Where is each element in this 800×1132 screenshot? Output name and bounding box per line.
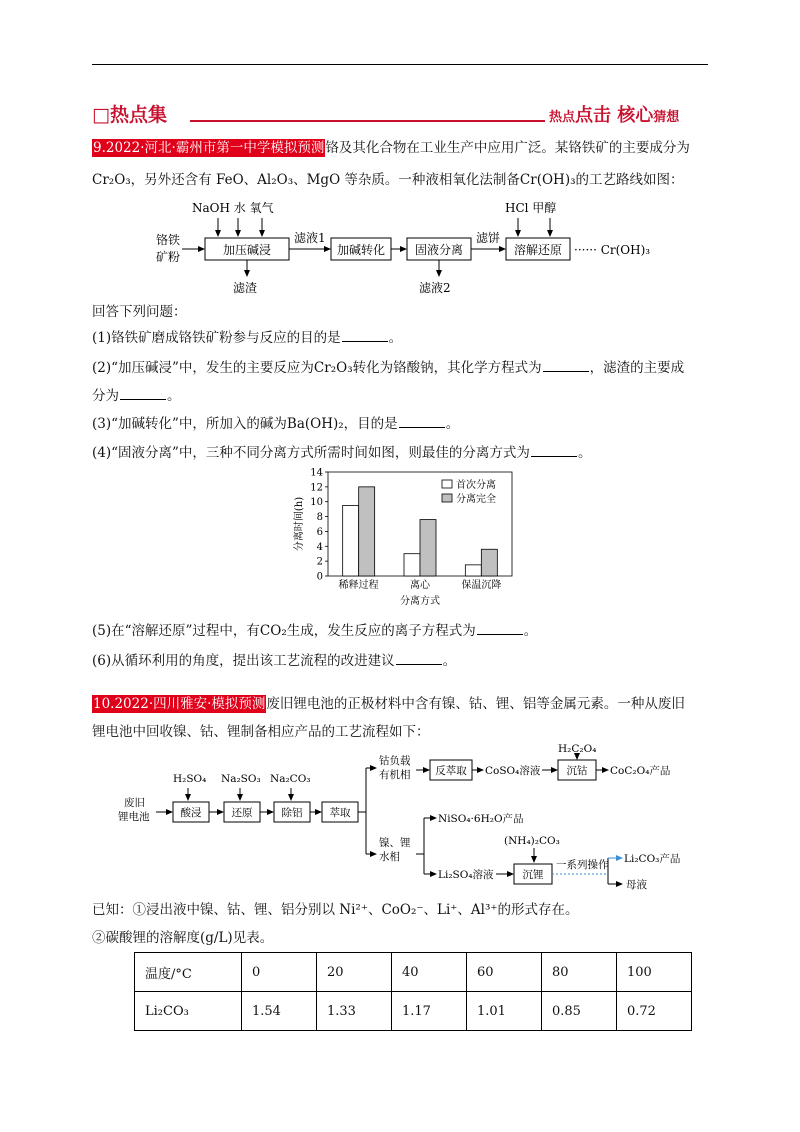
q9-filtrate1: 滤液1	[294, 231, 326, 245]
svg-text:有机相: 有机相	[379, 769, 411, 781]
y-tick-label: 14	[310, 467, 323, 479]
svg-text:钴负载: 钴负载	[379, 755, 411, 767]
q9-intro-a: 铬及其化合物在工业生产中应用广泛。某铬铁矿的主要成分为	[325, 140, 690, 156]
q9-residue2: 滤液2	[419, 281, 451, 295]
svg-text:Li₂SO₄溶液: Li₂SO₄溶液	[438, 869, 494, 881]
svg-text:还原: 还原	[231, 807, 253, 819]
header-slogan	[549, 101, 679, 127]
slogan-a: 热点	[549, 110, 576, 125]
q9-sub4: (4)“固液分离”中，三种不同分离方式所需时间如图，则最佳的分离方式为 。	[92, 445, 592, 461]
q10-raw-a: 废旧	[124, 797, 145, 809]
legend-label: 首次分离	[456, 480, 496, 491]
answer-blank[interactable]	[531, 444, 577, 457]
svg-text:沉锂: 沉锂	[522, 869, 544, 881]
svg-text:水相: 水相	[379, 851, 400, 863]
slogan-b: 点击 核心	[575, 105, 654, 126]
svg-text:溶解还原: 溶解还原	[513, 243, 563, 257]
svg-text:酸浸: 酸浸	[180, 807, 202, 819]
svg-text:固液分离: 固液分离	[414, 243, 464, 257]
top-rule	[92, 64, 708, 65]
legend-label: 分离完全	[456, 494, 496, 505]
q9-raw-b: 矿粉	[156, 250, 181, 264]
svg-text:除铝: 除铝	[281, 807, 303, 819]
svg-text:Na₂CO₃: Na₂CO₃	[270, 773, 311, 785]
q9-source-tag: 9.2022·河北·霸州市第一中学模拟预测	[93, 140, 325, 156]
q9-sub3: (3)“加碱转化”中，所加入的碱为Ba(OH)₂，目的是 。	[92, 416, 460, 432]
q10-intro-line2: 锂电池中回收镍、钴、锂制备相应产品的工艺流程如下：	[92, 724, 430, 740]
y-tick-label: 4	[316, 541, 323, 553]
svg-text:反萃取: 反萃取	[435, 765, 467, 777]
q10-flowchart	[118, 742, 708, 892]
svg-text:CoC₂O₄产品: CoC₂O₄产品	[610, 765, 671, 777]
q9-product: ······ Cr(OH)₃	[574, 243, 651, 257]
svg-text:H₂C₂O₄: H₂C₂O₄	[558, 743, 597, 755]
q9-filtercake: 滤饼	[476, 231, 501, 245]
q9-sub2-line2: 分为 。	[92, 388, 181, 404]
legend-swatch	[442, 494, 452, 502]
legend-swatch	[442, 480, 452, 488]
q9-reagents1: NaOH 水 氧气	[192, 201, 274, 215]
q9-intro-line2: Cr₂O₃，另外还含有 FeO、Al₂O₃、MgO 等杂质。一种液相氧化法制备Cr(OH)₃的工艺路线如图：	[92, 172, 684, 188]
q10-source-tag: 10.2022·四川雅安·模拟预测	[93, 696, 266, 712]
answer-blank[interactable]	[120, 387, 166, 400]
header-underline	[190, 120, 545, 122]
q9-sub2-line1: (2)“加压碱浸”中，发生的主要反应为Cr₂O₃转化为铬酸钠，其化学方程式为 ，滤渣的主要成	[92, 360, 685, 376]
bar	[404, 554, 420, 576]
q9-intro-line1	[92, 138, 690, 158]
svg-text:加碱转化: 加碱转化	[336, 243, 386, 257]
solubility-table	[134, 952, 692, 1031]
q9-raw-a: 铬铁	[156, 233, 181, 247]
q10-known1: 已知：①浸出液中镍、钴、锂、铝分别以 Ni²⁺、CoO₂⁻、Li⁺、Al³⁺的形式存在。	[92, 902, 579, 918]
header-title: □热点集	[92, 104, 167, 126]
bar	[481, 549, 497, 576]
answer-blank[interactable]	[543, 359, 589, 372]
slogan-c: 猜想	[653, 110, 680, 125]
svg-text:NiSO₄·6H₂O产品: NiSO₄·6H₂O产品	[438, 813, 524, 825]
bar	[343, 505, 359, 576]
x-tick-label: 稀释过程	[338, 580, 379, 591]
q10-known2: ②碳酸锂的溶解度(g/L)见表。	[92, 930, 274, 946]
y-tick-label: 10	[310, 497, 323, 509]
svg-text:镍、锂: 镍、锂	[379, 837, 411, 849]
bar	[465, 565, 481, 576]
y-axis-label: 分离时间(h)	[294, 496, 305, 552]
y-tick-label: 0	[316, 571, 323, 583]
svg-text:H₂SO₄: H₂SO₄	[173, 773, 207, 785]
q9-sub5: (5)在“溶解还原”过程中，有CO₂生成，发生反应的离子方程式为 。	[92, 623, 538, 639]
answer-blank[interactable]	[399, 415, 445, 428]
y-tick-label: 8	[316, 512, 323, 524]
q9-residue1: 滤渣	[233, 281, 258, 295]
y-tick-label: 6	[316, 526, 323, 538]
bar	[420, 520, 436, 576]
svg-text:沉钴: 沉钴	[566, 765, 588, 777]
y-tick-label: 2	[316, 556, 323, 568]
x-tick-label: 保温沉降	[461, 580, 502, 591]
svg-text:萃取: 萃取	[329, 807, 351, 819]
q10-raw-b: 锂电池	[118, 811, 150, 823]
svg-text:CoSO₄溶液: CoSO₄溶液	[485, 765, 541, 777]
svg-text:(NH₄)₂CO₃: (NH₄)₂CO₃	[504, 835, 560, 847]
svg-text:Na₂SO₃: Na₂SO₃	[221, 773, 261, 785]
q9-flowchart	[130, 196, 690, 296]
answer-blank[interactable]	[396, 652, 442, 665]
q9-reagents4: HCl 甲醇	[505, 201, 557, 215]
svg-text:母液: 母液	[626, 879, 647, 891]
x-axis-label: 分离方式	[400, 596, 440, 607]
table-row: 温度/°C 0 20 40 60 80 100	[135, 953, 692, 992]
svg-text:Li₂CO₃产品: Li₂CO₃产品	[624, 853, 681, 865]
answer-blank[interactable]	[342, 329, 388, 342]
q9-answer-lead: 回答下列问题：	[92, 304, 187, 320]
q9-sub1: (1)铬铁矿磨成铬铁矿粉参与反应的目的是 。	[92, 330, 403, 346]
answer-blank[interactable]	[477, 622, 523, 635]
table-row: Li₂CO₃ 1.54 1.33 1.17 1.01 0.85 0.72	[135, 992, 692, 1031]
svg-text:一系列操作: 一系列操作	[556, 859, 609, 871]
q10-intro-line1: 10.2022·四川雅安·模拟预测废旧锂电池的正极材料中含有镍、钴、锂、铝等金属元素。一种从废旧	[93, 696, 685, 712]
x-tick-label: 离心	[410, 580, 430, 591]
svg-text:加压碱浸: 加压碱浸	[222, 243, 272, 257]
q9-sub6: (6)从循环利用的角度，提出该工艺流程的改进建议 。	[92, 653, 457, 669]
y-tick-label: 12	[310, 482, 323, 494]
q9-bar-chart	[290, 464, 520, 616]
bar	[359, 487, 375, 576]
